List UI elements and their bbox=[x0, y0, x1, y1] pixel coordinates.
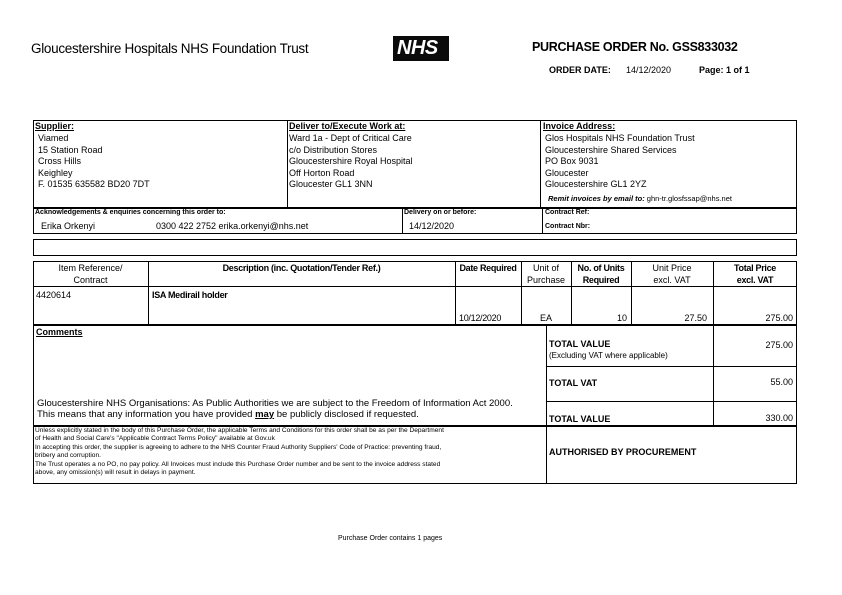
total-vat-label: TOTAL VAT bbox=[549, 378, 598, 388]
invoice-line: Gloucestershire Shared Services bbox=[545, 144, 677, 155]
invoice-line: PO Box 9031 bbox=[545, 156, 599, 166]
deliver-line: Off Horton Road bbox=[289, 167, 355, 178]
row-total-price: 275.00 bbox=[765, 313, 793, 323]
nhs-logo-text: NHS bbox=[397, 37, 438, 59]
foi-text bbox=[37, 398, 513, 420]
row-description: ISA Medirail holder bbox=[152, 290, 228, 300]
remit-label: Remit invoices by email to: bbox=[548, 194, 645, 203]
comments-heading: Comments bbox=[36, 327, 83, 337]
supplier-line: Viamed bbox=[38, 133, 69, 143]
header-description: Description (inc. Quotation/Tender Ref.) bbox=[222, 263, 381, 273]
terms-line: The Trust operates a no PO, no pay policy. All Invoices must include this Purchase Order number and be sent to the invoice address stated bbox=[35, 460, 441, 468]
page-number: Page: 1 of 1 bbox=[699, 65, 750, 75]
remit-email[interactable]: ghn-tr.glosfssap@nhs.net bbox=[646, 194, 732, 203]
footer-text: Purchase Order contains 1 pages bbox=[338, 535, 443, 542]
invoice-address bbox=[545, 133, 695, 191]
header-total-price: Total Price excl. VAT bbox=[733, 263, 777, 285]
invoice-line: Gloucestershire GL1 2YZ bbox=[545, 179, 647, 189]
foi-line-2: This means that any information you have provided may be publicly disclosed if requested. bbox=[37, 409, 419, 420]
invoice-heading: Invoice Address: bbox=[543, 121, 616, 131]
supplier-address bbox=[38, 133, 150, 191]
supplier-line: Keighley bbox=[38, 167, 73, 178]
contract-ref-label: Contract Ref: bbox=[545, 209, 590, 216]
total-value-note: (Excluding VAT where applicable) bbox=[549, 351, 668, 360]
delivery-label: Delivery on or before: bbox=[404, 209, 477, 216]
blank-row bbox=[33, 239, 797, 256]
row-item-ref: 4420614 bbox=[36, 290, 72, 300]
supplier-line: F. 01535 635582 BD20 7DT bbox=[38, 179, 150, 189]
header-unit-price: Unit Price excl. VAT bbox=[652, 263, 692, 285]
delivery-date: 14/12/2020 bbox=[409, 221, 455, 231]
row-date-required: 10/12/2020 bbox=[459, 313, 502, 323]
total-value-label: TOTAL VALUE bbox=[549, 339, 611, 349]
row-units-required: 10 bbox=[616, 313, 627, 323]
order-date-value: 14/12/2020 bbox=[626, 65, 672, 75]
deliver-line: Ward 1a - Dept of Critical Care bbox=[289, 133, 412, 143]
ack-label: Acknowledgements & enquiries concerning this order to: bbox=[35, 209, 226, 216]
total-value: 275.00 bbox=[765, 340, 793, 350]
nhs-logo bbox=[393, 36, 449, 61]
deliver-line: Gloucestershire Royal Hospital bbox=[289, 156, 413, 166]
supplier-heading: Supplier: bbox=[35, 121, 75, 131]
deliver-line: c/o Distribution Stores bbox=[289, 144, 378, 155]
invoice-line: Gloucester bbox=[545, 167, 589, 178]
authorised-by-procurement: AUTHORISED BY PROCUREMENT bbox=[549, 447, 697, 457]
terms-text bbox=[35, 427, 444, 477]
grand-total: 330.00 bbox=[765, 413, 793, 423]
deliver-address bbox=[289, 133, 413, 191]
foi-may: may bbox=[255, 409, 275, 420]
org-name: Gloucestershire Hospitals NHS Foundation Trust bbox=[31, 41, 309, 56]
terms-line: above, any omission(s) will result in delays in payment. bbox=[35, 469, 196, 477]
ack-name: Erika Orkenyi bbox=[41, 221, 96, 231]
header-unit-of-purchase: Unit of Purchase bbox=[526, 263, 566, 285]
contract-nbr-label: Contract Nbr: bbox=[545, 223, 591, 230]
row-unit-price: 27.50 bbox=[684, 313, 707, 323]
terms-line: bribery and corruption. bbox=[35, 452, 101, 460]
po-title: PURCHASE ORDER No. GSS833032 bbox=[532, 40, 738, 54]
deliver-heading: Deliver to/Execute Work at: bbox=[289, 121, 406, 131]
terms-line: Unless explicitly stated in the body of this Purchase Order, the applicable Terms and Conditions for this order shall be as per the Department bbox=[35, 427, 444, 434]
deliver-line: Gloucester GL1 3NN bbox=[289, 179, 373, 189]
header-item-ref: Item Reference/ Contract bbox=[58, 263, 123, 285]
foi-line-1: Gloucestershire NHS Organisations: As Public Authorities we are subject to the Freedom of Information Act 2000. bbox=[37, 398, 513, 409]
header-date-required: Date Required bbox=[459, 263, 517, 273]
invoice-line: Glos Hospitals NHS Foundation Trust bbox=[545, 133, 695, 143]
terms-line: In accepting this order, the supplier is agreeing to adhere to the NHS Counter Fraud Authority Suppliers' Code of Practice: preventing fraud, bbox=[35, 443, 442, 451]
supplier-line: Cross Hills bbox=[38, 156, 82, 166]
ack-phone-email[interactable]: 0300 422 2752 erika.orkenyi@nhs.net bbox=[156, 221, 309, 231]
order-date-label: ORDER DATE: bbox=[549, 65, 611, 75]
row-unit-of-purchase: EA bbox=[539, 313, 552, 323]
supplier-line: 15 Station Road bbox=[38, 144, 103, 155]
remit-line bbox=[548, 194, 732, 203]
total-vat: 55.00 bbox=[770, 377, 793, 387]
header-units-required: No. of Units Required bbox=[577, 263, 625, 285]
grand-total-label: TOTAL VALUE bbox=[549, 414, 611, 424]
terms-line: of Health and Social Care's "Applicable Contract Terms Policy" available at Gov.uk bbox=[35, 435, 275, 443]
